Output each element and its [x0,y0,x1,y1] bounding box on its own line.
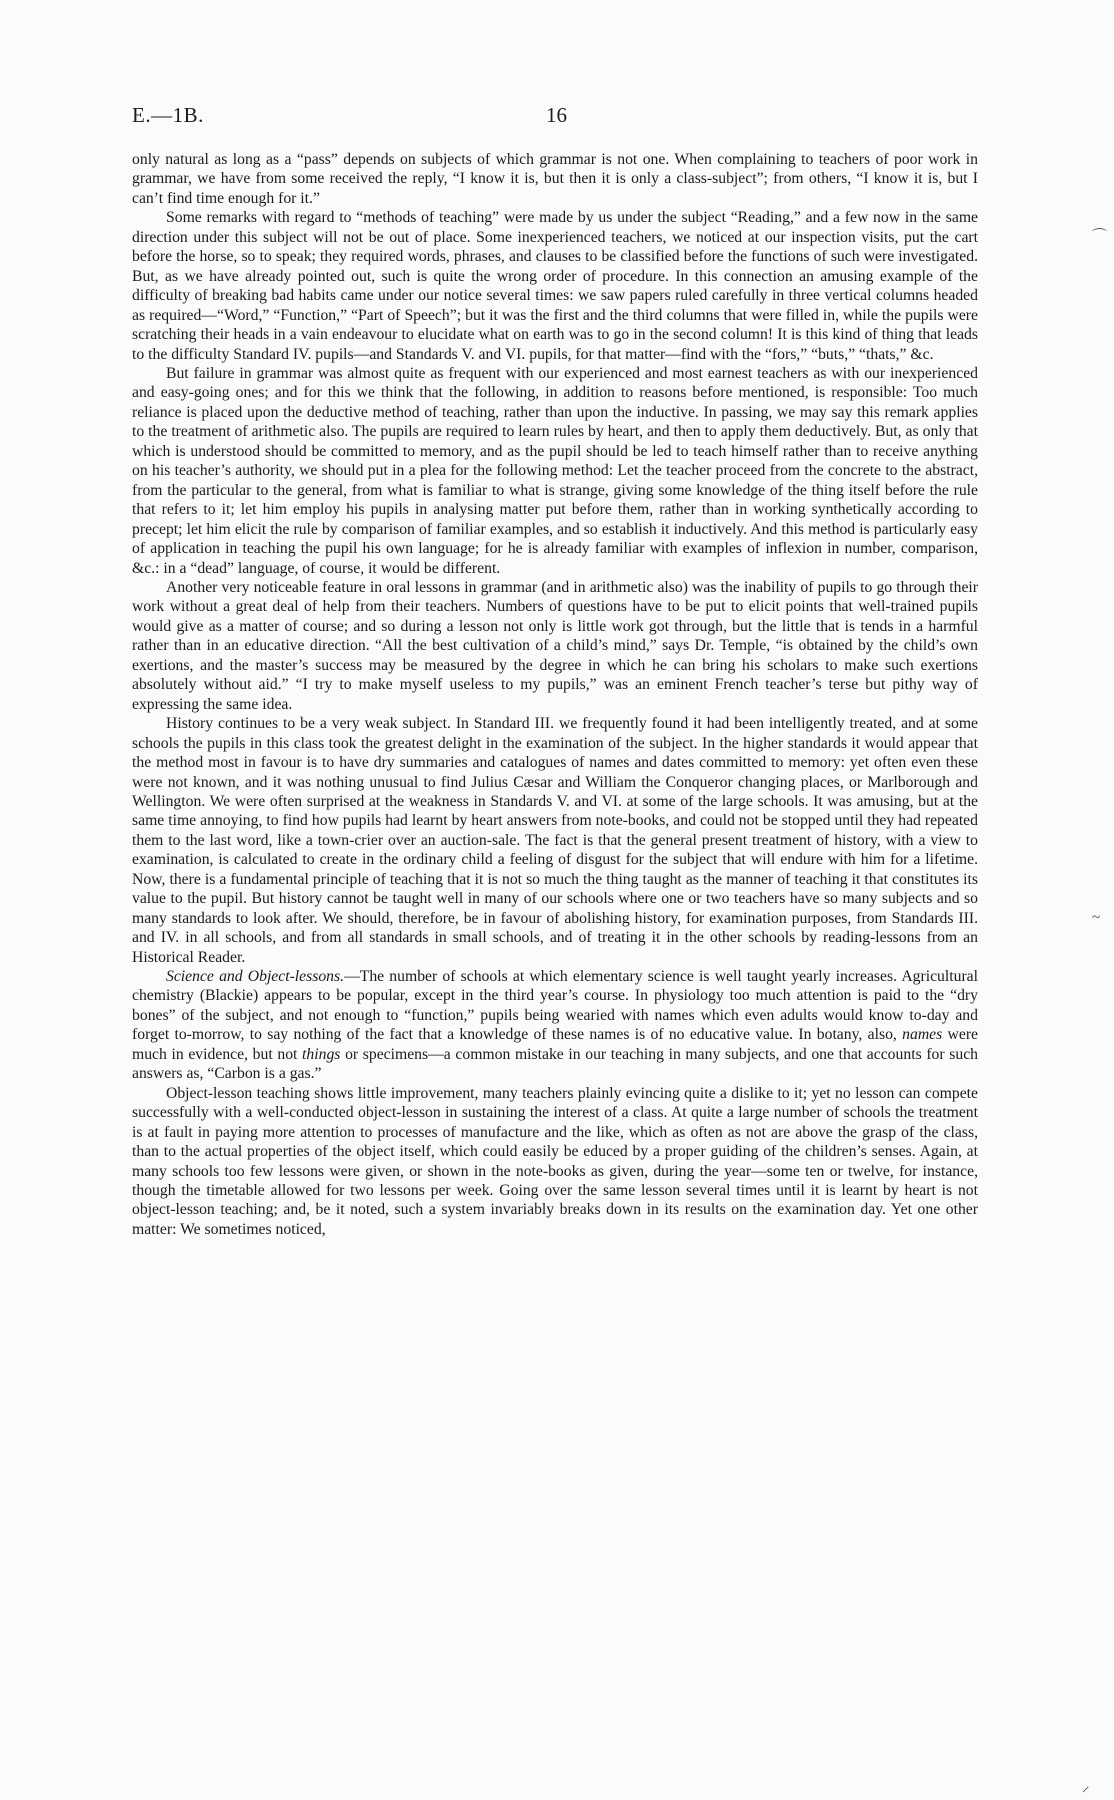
emphasis: names [902,1026,943,1044]
paragraph: But failure in grammar was almost quite as frequent with our experienced and most earnest teachers as with our inexperienced and easy-going ones; and for this we think that the following, in addition to reasons before mentioned, is responsible: Too much reliance is placed upon the deductive method of teaching, rather than upon the inductive. In passing, we may say this remark applies to the treatment of arithmetic also. The pupils are required to learn rules by heart, and then to apply them deductively. But, as only that which is understood should be committed to memory, and as the pupil should be led to teach himself rather than to receive anything on his teacher’s authority, we should put in a plea for the following method: Let the teacher proceed from the concrete to the abstract, from the particular to the general, from what is familiar to what is strange, giving some knowledge of the thing itself before the rule that refers to it; let him employ his pupils in analysing matter put before them, rather than in working synthetically according to precept; let him elicit the rule by comparison of familiar examples, and so establish it inductively. And this method is particularly easy of application in teaching the pupil his own language; for he is already familiar with examples of inflexion in number, comparison, &c.: in a “dead” language, of course, it would be different. [132,364,978,577]
body-text [132,150,978,1239]
paragraph: History continues to be a very weak subject. In Standard III. we frequently found it had been intelligently treated, and at some schools the pupils in this class took the greatest delight in the examination of the subject. In the higher standards it would appear that the method most in favour is to have dry summaries and catalogues of names and dates committed to memory: yet often even these were not known, and it was nothing unusual to find Julius Cæsar and William the Conqueror changing places, or Marlborough and Wellington. We were often surprised at the weakness in Standards V. and VI. at some of the large schools. It was amusing, but at the same time annoying, to find how pupils had learnt by heart answers from note-books, and could not be stopped until they had repeated them to the last word, like a town-crier over an auction-sale. The fact is that the general present treatment of history, with a view to examination, is calculated to create in the ordinary child a feeling of disgust for the subject that will endure with him for a lifetime. Now, there is a fundamental principle of teaching that it is not so much the thing taught as the manner of teaching it that constitutes its value to the pupil. But history cannot be taught well in many of our schools where one or two teachers have so many subjects and so many standards to look after. We should, therefore, be in favour of abolishing history, for examination purposes, from Standards III. and IV. in all schools, and from all standards in small schools, and of treating it in the other schools by reading-lessons from an Historical Reader. [132,715,978,966]
paragraph: only natural as long as a “pass” depends on subjects of which grammar is not one. When complaining to teachers of poor work in grammar, we have from some received the reply, “I know it is, but then it is only a class-subject”; from others, “I know it is, but I can’t find time enough for it.” [132,151,978,207]
paragraph: Another very noticeable feature in oral lessons in grammar (and in arithmetic also) was the inability of pupils to go through their work without a great deal of help from their teachers. Numbers of questions have to be put to elicit points that well-trained pupils would give as a matter of course; and so during a lesson not only is little work got through, but the little that is tends in a harmful rather than in an educative direction. “All the best cultivation of a child’s mind,” says Dr. Temple, “is obtained by the child’s own exertions, and the master’s success may be measured by the degree in which he can bring his scholars to make such exertions absolutely without aid.” “I try to make myself useless to my pupils,” was an eminent French teacher’s terse but pithy way of expressing the same idea. [132,578,978,713]
paragraph-science [132,967,978,1084]
paragraph-text: or specimens—a common mistake in our teaching in many subjects, and one that accounts for such answers as, “Carbon is a gas.” [132,1045,979,1083]
paragraph: Some remarks with regard to “methods of teaching” were made by us under the subject “Reading,” and a few now in the same direction under this subject will not be out of place. Some inexperienced teachers, we noticed at our inspection visits, put the cart before the horse, so to speak; they required words, phrases, and clauses to be classified before the functions of such were investigated. But, as we have already pointed out, such is quite the wrong order of procedure. In this connection an amusing example of the difficulty of breaking bad habits came under our notice several times: we saw papers ruled carefully in three vertical columns headed as required—“Word,” “Function,” “Part of Speech”; but it was the first and the third columns that were filled in, while the pupils were scratching their heads in a vain endeavour to elucidate what on earth was to go in the second column! It is this kind of thing that leads to the difficulty Standard IV. pupils—and Standards V. and VI. pupils, for that matter—find with the “fors,” “buts,” “thats,” &c. [132,209,978,363]
margin-mark: ⸝ [1082,1779,1090,1795]
emphasis: things [302,1045,341,1063]
paragraph: Object-lesson teaching shows little improvement, many teachers plainly evincing quite a dislike to it; yet no lesson can compete successfully with a well-conducted object-lesson in sustaining the interest of a class. At quite a large number of schools the treatment is at fault in paying more attention to processes of manufacture and the like, which as often as not are above the grasp of the class, than to the actual properties of the object itself, which could easily be educed by a proper guiding of the children’s senses. Again, at many schools too few lessons were given, or shown in the note-books as given, during the year—some ten or twelve, for instance, though the timetable allowed for two lessons per week. Going over the same lesson several times until it is learnt by heart is not object-lesson teaching; and, be it noted, such a system invariably breaks down in its results on the examination day. Yet one other matter: We sometimes noticed, [132,1084,978,1238]
paragraph-text: —The number of schools at which elementary science is well taught yearly increases. Agricultural chemistry (Blackie) appears to be popular, except in the third year’s course. In physiology too much attention is paid to the “dry bones” of the subject, and not enough to “function,” pupils being wearied with names which even adults would know to-day and forget to-morrow, to say nothing of the fact that a knowledge of these names is of no educative value. In botany, also, [132,968,979,1044]
margin-mark: ⌒ [1092,229,1108,245]
page-header [132,103,959,133]
page-number: 16 [546,103,567,127]
margin-mark: ~ [1092,910,1101,926]
section-heading: Science and Object-lessons. [166,968,345,986]
paragraph-text: were much in evidence, but not [132,1026,979,1063]
document-reference: E.—1B. [132,103,204,127]
